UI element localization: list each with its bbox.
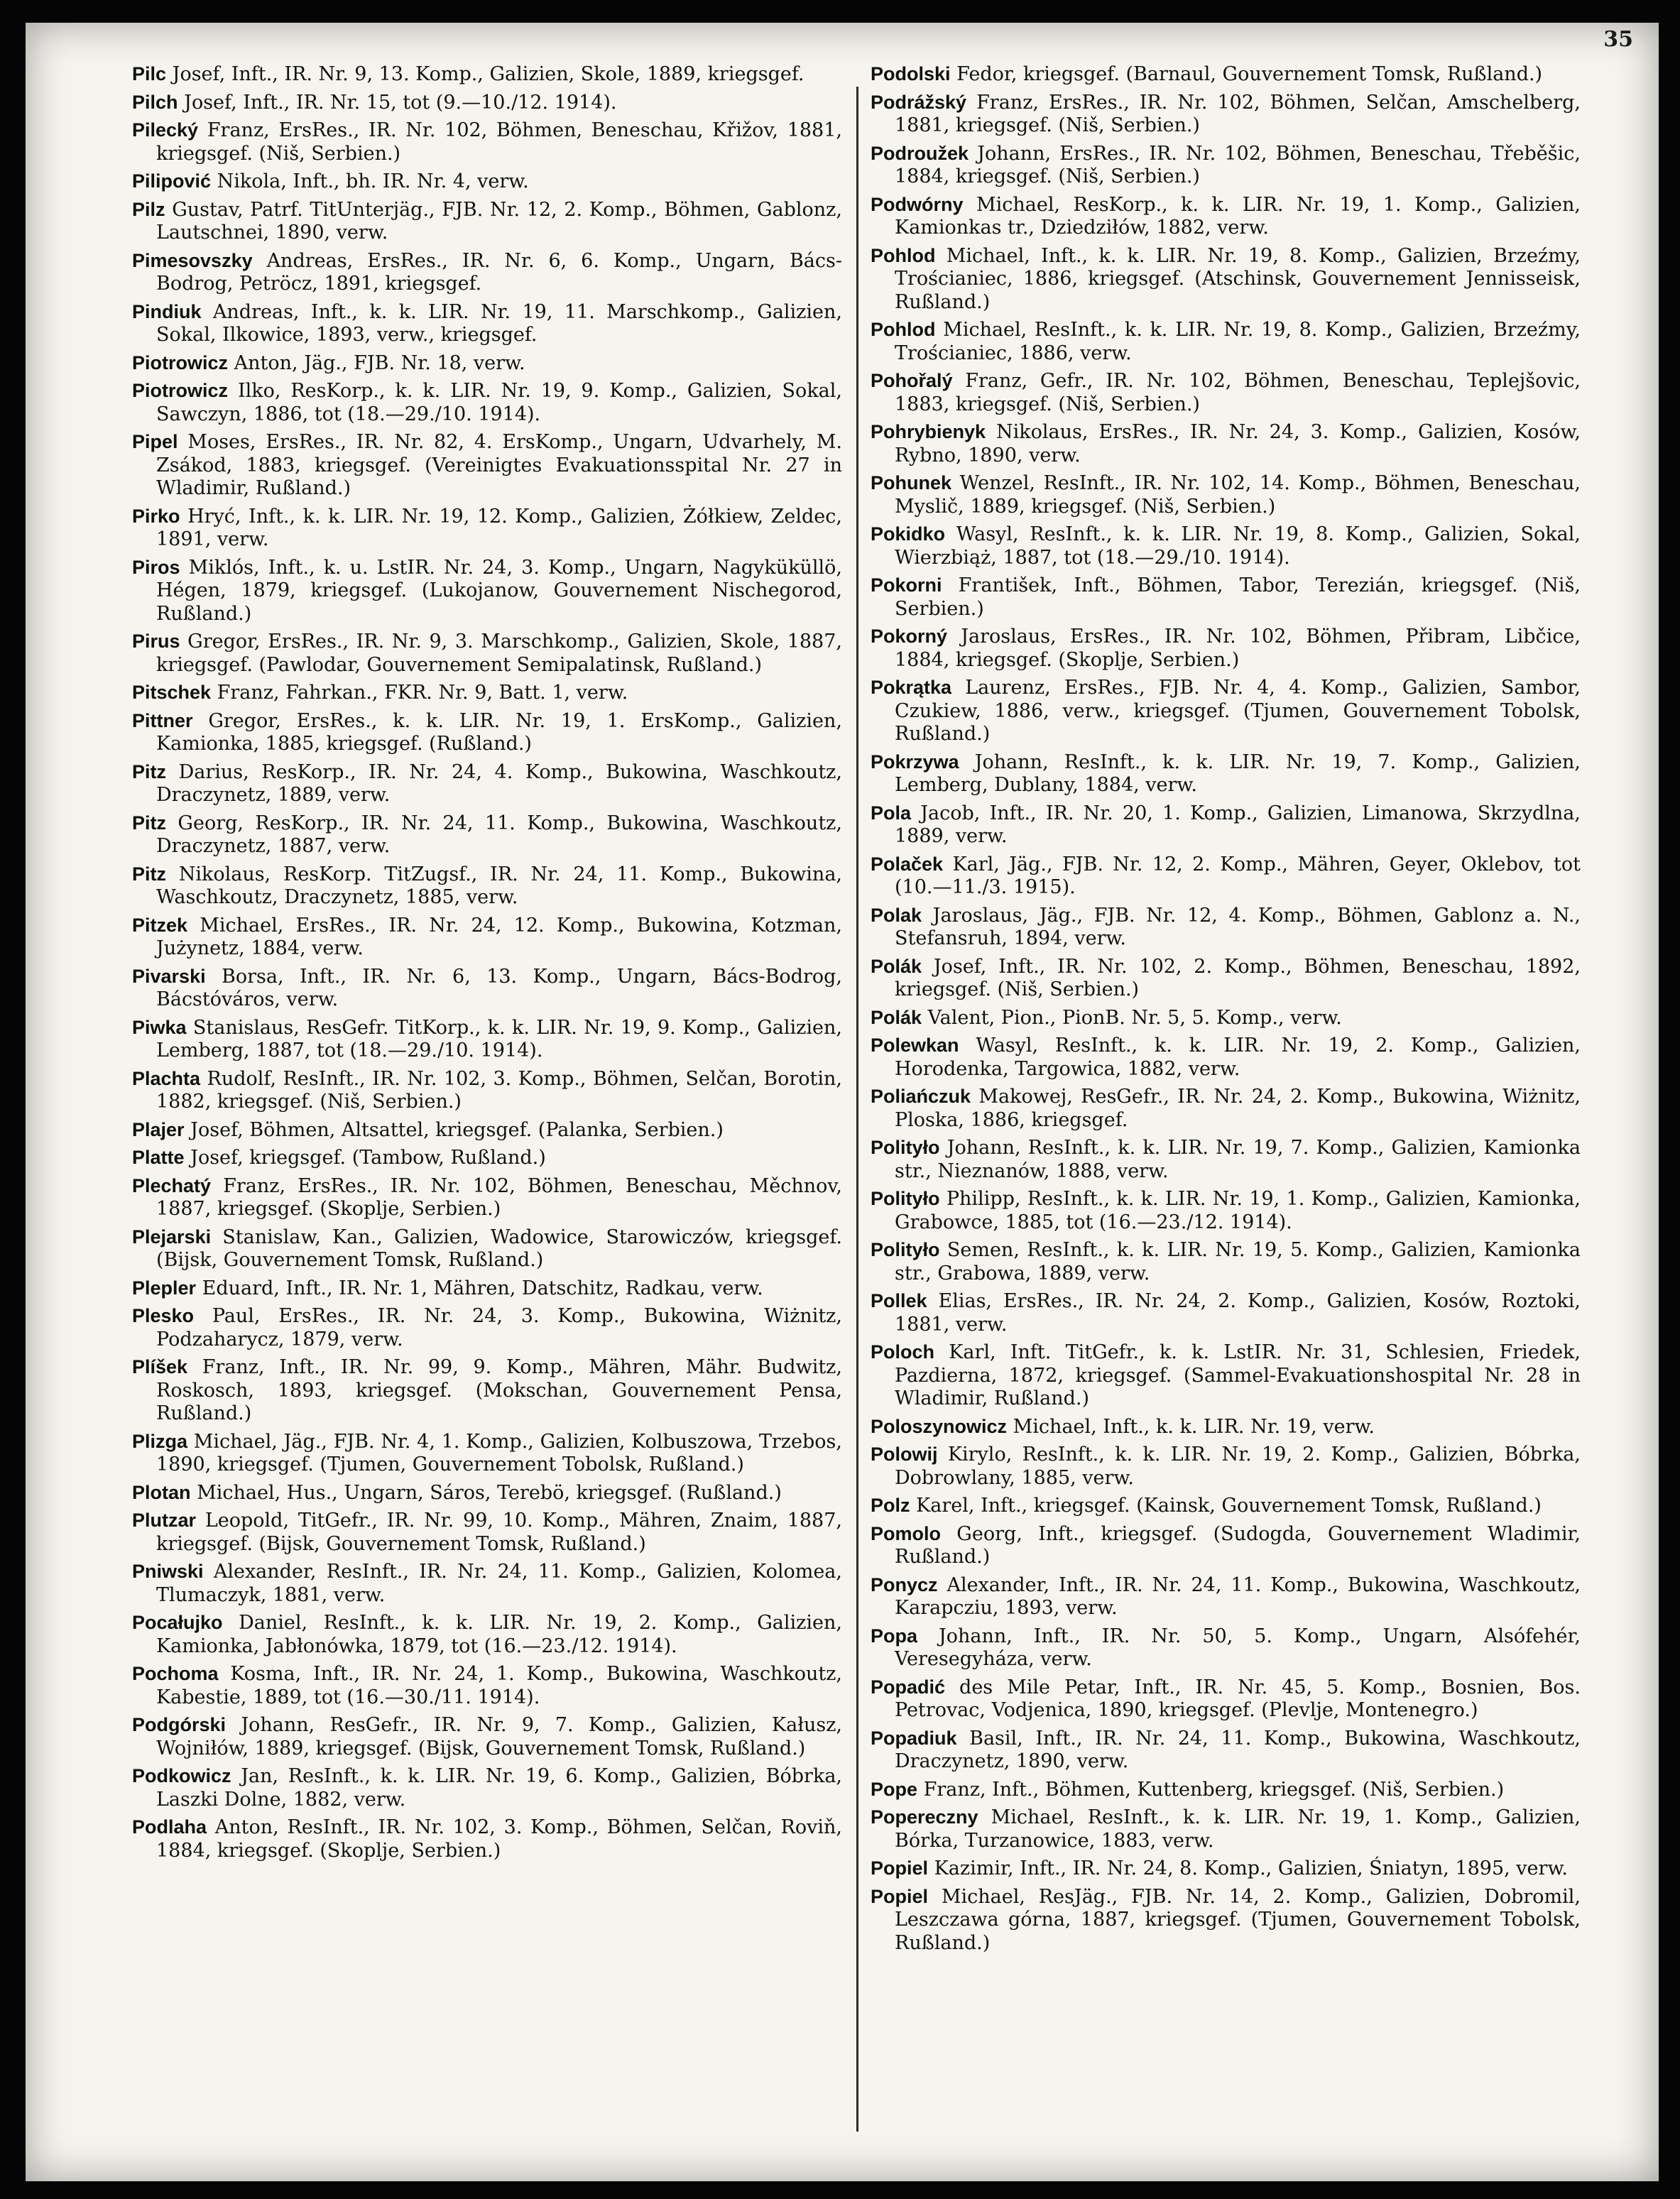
entry-surname: Pocałujko (132, 1612, 223, 1633)
entry-surname: Pohořalý (871, 370, 953, 391)
entry-surname: Plejarski (132, 1226, 212, 1248)
register-entry (871, 751, 1581, 797)
entry-details: Michael, Hus., Ungarn, Sáros, Terebö, kriegsgef. (Rußland.) (197, 1481, 782, 1504)
register-entry (871, 62, 1581, 87)
register-entry (132, 914, 842, 961)
register-entry (132, 1016, 842, 1063)
entry-details: Miklós, Inft., k. u. LstIR. Nr. 24, 3. Komp., Ungarn, Nagyküküllö, Hégen, 1879, kriegsgef. (Lukojanow, Gouvernement Nischegorod, Rußland.) (156, 556, 842, 625)
entry-details: Eduard, Inft., IR. Nr. 1, Mähren, Datschitz, Radkau, verw. (202, 1277, 763, 1299)
entry-surname: Pitz (132, 863, 167, 885)
entry-surname: Pilz (132, 198, 165, 220)
entry-surname: Pirko (132, 505, 180, 527)
right-column (871, 62, 1581, 2156)
entry-details: Michael, ResInft., k. k. LIR. Nr. 19, 1. Komp., Galizien, Bórka, Turzanowice, 1883, verw. (895, 1806, 1581, 1852)
entry-details: Michael, ResInft., k. k. LIR. Nr. 19, 8. Komp., Galizien, Brzeźmy, Trościaniec, 1886, verw. (895, 319, 1581, 364)
register-entry (871, 574, 1581, 621)
entry-surname: Pilecký (132, 119, 199, 141)
entry-surname: Pimesovszky (132, 249, 253, 271)
entry-surname: Pomolo (871, 1522, 941, 1544)
register-entry (871, 1494, 1581, 1518)
entry-surname: Pohrybienyk (871, 421, 986, 442)
register-entry (132, 556, 842, 626)
register-entry (871, 1006, 1581, 1030)
entry-details: Karel, Inft., kriegsgef. (Kainsk, Gouvernement Tomsk, Rußland.) (916, 1495, 1542, 1517)
entry-surname: Pilc (132, 63, 167, 84)
entry-surname: Polewkan (871, 1035, 959, 1056)
entry-surname: Podwórny (871, 193, 964, 215)
register-entry (132, 760, 842, 807)
register-entry (871, 318, 1581, 365)
entry-surname: Pokorni (871, 574, 942, 596)
entry-surname: Pohlod (871, 319, 936, 340)
register-entry (132, 1662, 842, 1709)
page-number: 35 (1603, 27, 1633, 52)
entry-details: Jaroslaus, Jäg., FJB. Nr. 12, 4. Komp., Böhmen, Gablonz a. N., Stefansruh, 1894, verw. (895, 904, 1581, 949)
entry-surname: Pokorný (871, 626, 948, 647)
register-entry (871, 1238, 1581, 1285)
entry-surname: Popiel (871, 1857, 929, 1879)
entry-details: Leopold, TitGefr., IR. Nr. 99, 10. Komp., Mähren, Znaim, 1887, kriegsgef. (Bijsk, Gouvernement Tomsk, Rußland.) (156, 1510, 842, 1555)
entry-surname: Piotrowicz (132, 380, 229, 401)
entry-details: Anton, Jäg., FJB. Nr. 18, verw. (234, 351, 525, 374)
register-entry (132, 863, 842, 910)
register-entry (132, 430, 842, 501)
entry-details: Michael, Inft., k. k. LIR. Nr. 19, verw. (1013, 1415, 1375, 1438)
entry-details: Andreas, Inft., k. k. LIR. Nr. 19, 11. Marschkomp., Galizien, Sokal, Ilkowice, 1893, verw., kriegsgef. (156, 300, 842, 346)
entry-surname: Pirus (132, 631, 180, 652)
entry-details: Michael, ResJäg., FJB. Nr. 14, 2. Komp., Galizien, Dobromil, Leszczawa górna, 1887, kriegsgef. (Tjumen, Gouvernement Tobolsk, Rußland.) (895, 1885, 1581, 1954)
entry-details: Moses, ErsRes., IR. Nr. 82, 4. ErsKomp., Ungarn, Udvarhely, M. Zsákod, 1883, kriegsgef. (Vereinigtes Evakuationsspital Nr. 27 in Wladimir, Rußland.) (156, 431, 842, 499)
entry-details: des Mile Petar, Inft., IR. Nr. 45, 5. Komp., Bosnien, Bos. Petrovac, Vodjenica, 1890, kriegsgef. (Plevlje, Montenegro.) (895, 1676, 1581, 1721)
entry-surname: Polityło (871, 1239, 940, 1260)
entry-details: Andreas, ErsRes., IR. Nr. 6, 6. Komp., Ungarn, Bács-Bodrog, Petröcz, 1891, kriegsgef. (156, 249, 842, 295)
register-entry (871, 1727, 1581, 1774)
entry-details: Josef, Inft., IR. Nr. 15, tot (9.—10./12. 1914). (184, 91, 617, 114)
register-entry (132, 351, 842, 376)
entry-surname: Pokidko (871, 523, 946, 545)
entry-surname: Ponycz (871, 1573, 938, 1595)
entry-surname: Plachta (132, 1067, 201, 1089)
register-entry (132, 198, 842, 245)
entry-details: Nikola, Inft., bh. IR. Nr. 4, verw. (217, 170, 529, 192)
entry-details: Jacob, Inft., IR. Nr. 20, 1. Komp., Galizien, Limanowa, Skrzydlna, 1889, verw. (895, 802, 1581, 847)
entry-surname: Piros (132, 556, 180, 578)
register-entry (871, 1085, 1581, 1132)
register-entry (132, 119, 842, 165)
entry-details: Michael, Inft., k. k. LIR. Nr. 19, 8. Komp., Galizien, Brzeźmy, Trościaniec, 1886, kriegsgef. (Atschinsk, Gouvernement Jennisseisk, Rußland.) (895, 244, 1581, 313)
entry-surname: Poloch (871, 1341, 935, 1363)
register-entry (871, 1341, 1581, 1411)
register-entry (132, 1174, 842, 1221)
entry-surname: Pitz (132, 760, 167, 782)
register-entry (871, 1573, 1581, 1620)
register-entry (132, 1304, 842, 1351)
entry-details: Gregor, ErsRes., k. k. LIR. Nr. 19, 1. ErsKomp., Galizien, Kamionka, 1885, kriegsgef. (Rußland.) (156, 709, 842, 755)
entry-surname: Pittner (132, 709, 193, 731)
entry-surname: Pitz (132, 812, 167, 834)
entry-surname: Popadić (871, 1676, 946, 1698)
entry-details: Ilko, ResKorp., k. k. LIR. Nr. 19, 9. Komp., Galizien, Sokal, Sawczyn, 1886, tot (18.—29./10. 1914). (156, 380, 842, 425)
entry-surname: Polaček (871, 853, 944, 875)
entry-details: Elias, ErsRes., IR. Nr. 24, 2. Komp., Galizien, Kosów, Roztoki, 1881, verw. (895, 1290, 1581, 1336)
entry-surname: Plajer (132, 1118, 185, 1140)
entry-surname: Popadiuk (871, 1727, 957, 1749)
entry-surname: Pitzek (132, 914, 188, 936)
entry-details: Gregor, ErsRes., IR. Nr. 9, 3. Marschkomp., Galizien, Skole, 1887, kriegsgef. (Pawlodar, Gouvernement Semipalatinsk, Rußland.) (156, 631, 842, 676)
register-entry (871, 471, 1581, 518)
entry-surname: Pipel (132, 431, 178, 452)
register-entry (132, 1355, 842, 1426)
entry-details: Alexander, Inft., IR. Nr. 24, 11. Komp., Bukowina, Waschkoutz, Karapcziu, 1893, verw. (895, 1573, 1581, 1619)
entry-details: Franz, Inft., Böhmen, Kuttenberg, kriegsgef. (Niš, Serbien.) (923, 1778, 1505, 1801)
entry-details: Franz, ErsRes., IR. Nr. 102, Böhmen, Beneschau, Křižov, 1881, kriegsgef. (Niš, Serbien.) (156, 119, 842, 165)
entry-surname: Plepler (132, 1277, 197, 1299)
register-entry (871, 625, 1581, 672)
entry-details: Wenzel, ResInft., IR. Nr. 102, 14. Komp., Böhmen, Beneschau, Myslič, 1889, kriegsgef. (Niš, Serbien.) (895, 472, 1581, 518)
register-entry (871, 1034, 1581, 1081)
entry-details: Hryć, Inft., k. k. LIR. Nr. 19, 12. Komp., Galizien, Żółkiew, Zeldec, 1891, verw. (156, 505, 842, 550)
entry-surname: Popereczny (871, 1806, 978, 1828)
entry-details: Basil, Inft., IR. Nr. 24, 11. Komp., Bukowina, Waschkoutz, Draczynetz, 1890, verw. (895, 1727, 1581, 1772)
entry-details: Josef, Inft., IR. Nr. 102, 2. Komp., Böhmen, Beneschau, 1892, kriegsgef. (Niš, Serbien.) (895, 955, 1581, 1000)
entry-details: Franz, Fahrkan., FKR. Nr. 9, Batt. 1, verw. (217, 682, 628, 704)
entry-details: Josef, Inft., IR. Nr. 9, 13. Komp., Galizien, Skole, 1889, kriegsgef. (172, 63, 804, 85)
register-entry (871, 1857, 1581, 1881)
entry-details: Franz, ErsRes., IR. Nr. 102, Böhmen, Selčan, Amschelberg, 1881, kriegsgef. (Niš, Serbien.) (895, 91, 1581, 136)
entry-surname: Plotan (132, 1481, 191, 1503)
entry-details: Fedor, kriegsgef. (Barnaul, Gouvernement Tomsk, Rußland.) (956, 63, 1543, 85)
entry-details: Johann, ResInft., k. k. LIR. Nr. 19, 7. Komp., Galizien, Lemberg, Dublany, 1884, verw. (895, 751, 1581, 796)
register-entry (871, 1676, 1581, 1723)
entry-details: Nikolaus, ResKorp. TitZugsf., IR. Nr. 24, 11. Komp., Bukowina, Waschkoutz, Draczynetz, 1885, verw. (156, 863, 842, 908)
register-entry (871, 955, 1581, 1002)
entry-details: Johann, Inft., IR. Nr. 50, 5. Komp., Ungarn, Alsófehér, Veresegyháza, verw. (895, 1625, 1581, 1670)
register-entry (871, 1806, 1581, 1852)
register-entry (871, 802, 1581, 849)
entry-details: Laurenz, ErsRes., FJB. Nr. 4, 4. Komp., Galizien, Sambor, Czukiew, 1886, verw., kriegsgef. (Tjumen, Gouvernement Tobolsk, Rußland.) (895, 677, 1581, 745)
entry-details: Stanislaus, ResGefr. TitKorp., k. k. LIR. Nr. 19, 9. Komp., Galizien, Lemberg, 1887, tot (18.—29./10. 1914). (156, 1016, 842, 1062)
entry-details: Michael, Jäg., FJB. Nr. 4, 1. Komp., Galizien, Kolbuszowa, Trzebos, 1890, kriegsgef. (Tjumen, Gouvernement Tobolsk, Rußland.) (156, 1430, 842, 1475)
entry-details: Michael, ErsRes., IR. Nr. 24, 12. Komp., Bukowina, Kotzman, Jużynetz, 1884, verw. (156, 914, 842, 959)
entry-details: Paul, ErsRes., IR. Nr. 24, 3. Komp., Bukowina, Wiżnitz, Podzaharycz, 1879, verw. (156, 1305, 842, 1350)
register-entry (132, 812, 842, 858)
register-entry (132, 1611, 842, 1658)
entry-details: Stanislaw, Kan., Galizien, Wadowice, Starowiczów, kriegsgef. (Bijsk, Gouvernement Tomsk, Rußland.) (156, 1226, 842, 1271)
register-entry (871, 244, 1581, 315)
register-entry (132, 1067, 842, 1114)
entry-surname: Polák (871, 1006, 922, 1028)
entry-surname: Pokrzywa (871, 751, 959, 773)
register-entry (132, 965, 842, 1012)
entry-surname: Popiel (871, 1885, 929, 1907)
entry-details: Johann, ErsRes., IR. Nr. 102, Böhmen, Beneschau, Třeběšic, 1884, kriegsgef. (Niš, Serbien.) (895, 142, 1581, 187)
register-entry (132, 1816, 842, 1862)
register-entry (871, 142, 1581, 189)
register-entry (132, 1146, 842, 1170)
entry-details: Kirylo, ResInft., k. k. LIR. Nr. 19, 2. Komp., Galizien, Bóbrka, Dobrowlany, 1885, verw. (895, 1444, 1581, 1489)
entry-details: Wasyl, ResInft., k. k. LIR. Nr. 19, 8. Komp., Galizien, Sokal, Wierzbiąż, 1887, tot (18.—29./10. 1914). (895, 523, 1581, 569)
entry-details: Borsa, Inft., IR. Nr. 6, 13. Komp., Ungarn, Bács-Bodrog, Bácstóváros, verw. (156, 965, 842, 1010)
entry-surname: Polák (871, 955, 922, 977)
entry-details: Nikolaus, ErsRes., IR. Nr. 24, 3. Komp., Galizien, Kosów, Rybno, 1890, verw. (895, 421, 1581, 466)
register-entry (871, 1187, 1581, 1234)
entry-details: Semen, ResInft., k. k. LIR. Nr. 19, 5. Komp., Galizien, Kamionka str., Grabowa, 1889, verw. (895, 1239, 1581, 1284)
document-page (26, 23, 1659, 2181)
register-entry (871, 676, 1581, 746)
entry-surname: Plesko (132, 1305, 195, 1326)
register-entry (132, 1118, 842, 1142)
register-entry (132, 91, 842, 115)
entry-details: Kosma, Inft., IR. Nr. 24, 1. Komp., Bukowina, Waschkoutz, Kabestie, 1889, tot (16.—30./11. 1914). (156, 1663, 842, 1708)
entry-details: Michael, ResKorp., k. k. LIR. Nr. 19, 1. Komp., Galizien, Kamionkas tr., Dziedziłów, 1882, verw. (895, 193, 1581, 239)
entry-surname: Polz (871, 1495, 910, 1516)
left-column (132, 62, 842, 2156)
entry-details: Georg, Inft., kriegsgef. (Sudogda, Gouvernement Wladimir, Rußland.) (895, 1522, 1581, 1568)
entry-details: Makowej, ResGefr., IR. Nr. 24, 2. Komp., Bukowina, Wiżnitz, Ploska, 1886, kriegsgef. (895, 1086, 1581, 1131)
entry-surname: Pindiuk (132, 300, 202, 322)
entry-surname: Podroužek (871, 142, 969, 164)
entry-details: Kazimir, Inft., IR. Nr. 24, 8. Komp., Galizien, Śniatyn, 1895, verw. (934, 1857, 1568, 1879)
register-entry (132, 170, 842, 194)
register-entry (871, 369, 1581, 416)
entry-surname: Pitschek (132, 682, 212, 703)
register-entry (871, 193, 1581, 240)
register-entry (132, 1481, 842, 1505)
entry-details: Philipp, ResInft., k. k. LIR. Nr. 19, 1. Komp., Galizien, Kamionka, Grabowce, 1885, tot (16.—23./12. 1914). (895, 1188, 1581, 1233)
entry-surname: Pola (871, 802, 912, 824)
entry-details: Franz, Inft., IR. Nr. 99, 9. Komp., Mähren, Mähr. Budwitz, Roskosch, 1893, kriegsgef. (Mokschan, Gouvernement Pensa, Rußland.) (156, 1356, 842, 1424)
entry-surname: Polityło (871, 1188, 940, 1209)
register-entry (132, 681, 842, 705)
entry-surname: Platte (132, 1147, 185, 1168)
entry-surname: Plíšek (132, 1356, 188, 1377)
register-entry (871, 523, 1581, 569)
register-entry (871, 1136, 1581, 1183)
entry-surname: Plizga (132, 1430, 188, 1452)
entry-details: Georg, ResKorp., IR. Nr. 24, 11. Komp., Bukowina, Waschkoutz, Draczynetz, 1887, verw. (156, 812, 842, 857)
entry-details: Josef, Böhmen, Altsattel, kriegsgef. (Palanka, Serbien.) (190, 1118, 724, 1141)
entry-surname: Piotrowicz (132, 351, 229, 373)
entry-surname: Podlaha (132, 1816, 207, 1838)
register-entry (871, 1885, 1581, 1955)
register-entry (132, 1277, 842, 1301)
entry-surname: Plutzar (132, 1510, 197, 1531)
register-entry (871, 853, 1581, 900)
register-entry (132, 1226, 842, 1272)
entry-details: František, Inft., Böhmen, Tabor, Terezián, kriegsgef. (Niš, Serbien.) (895, 574, 1581, 620)
entry-details: Valent, Pion., PionB. Nr. 5, 5. Komp., verw. (927, 1006, 1342, 1029)
entry-surname: Pope (871, 1778, 918, 1800)
entry-details: Franz, Gefr., IR. Nr. 102, Böhmen, Beneschau, Teplejšovic, 1883, kriegsgef. (Niš, Serbien.) (895, 370, 1581, 415)
register-entry (132, 1509, 842, 1556)
entry-details: Josef, kriegsgef. (Tambow, Rußland.) (190, 1147, 546, 1169)
register-entry (132, 630, 842, 677)
register-entry (871, 91, 1581, 138)
register-entry (132, 1764, 842, 1811)
entry-surname: Pollek (871, 1290, 927, 1311)
entry-details: Daniel, ResInft., k. k. LIR. Nr. 19, 2. Komp., Galizien, Kamionka, Jabłonówka, 1879, tot (16.—23./12. 1914). (156, 1612, 842, 1657)
register-entry (871, 1415, 1581, 1439)
register-entry (132, 249, 842, 296)
entry-details: Anton, ResInft., IR. Nr. 102, 3. Komp., Böhmen, Selčan, Roviň, 1884, kriegsgef. (Skoplje, Serbien.) (156, 1816, 842, 1862)
entry-surname: Piwka (132, 1016, 187, 1038)
register-entry (132, 62, 842, 87)
entry-details: Karl, Inft. TitGefr., k. k. LstIR. Nr. 31, Schlesien, Friedek, Pazdierna, 1872, kriegsgef. (Sammel-Evakuationshospital Nr. 28 in Wladimir, Rußland.) (895, 1341, 1581, 1409)
column-divider (856, 87, 858, 2132)
entry-details: Johann, ResGefr., IR. Nr. 9, 7. Komp., Galizien, Kałusz, Wojniłów, 1889, kriegsgef. (Bijsk, Gouvernement Tomsk, Rußland.) (156, 1714, 842, 1759)
entry-surname: Podgórski (132, 1714, 227, 1735)
register-entry (871, 420, 1581, 467)
entry-surname: Poloszynowicz (871, 1415, 1008, 1437)
entry-details: Gustav, Patrf. TitUnterjäg., FJB. Nr. 12, 2. Komp., Böhmen, Gablonz, Lautschnei, 1890, verw. (156, 198, 842, 244)
entry-surname: Podkowicz (132, 1765, 231, 1786)
register-entry (132, 1713, 842, 1760)
entry-surname: Popa (871, 1625, 918, 1647)
entry-surname: Plechatý (132, 1174, 212, 1196)
register-entry (132, 505, 842, 552)
entry-surname: Polityło (871, 1137, 940, 1158)
entry-details: Karl, Jäg., FJB. Nr. 12, 2. Komp., Mähren, Geyer, Oklebov, tot (10.—11./3. 1915). (895, 853, 1581, 898)
register-entry (132, 1560, 842, 1607)
register-entry (132, 379, 842, 426)
entry-surname: Polowij (871, 1444, 938, 1465)
entry-surname: Pniwski (132, 1561, 204, 1582)
entry-details: Jan, ResInft., k. k. LIR. Nr. 19, 6. Komp., Galizien, Bóbrka, Laszki Dolne, 1882, verw. (156, 1765, 842, 1811)
entry-surname: Pivarski (132, 965, 206, 987)
register-entry (132, 1430, 842, 1477)
entry-details: Darius, ResKorp., IR. Nr. 24, 4. Komp., Bukowina, Waschkoutz, Draczynetz, 1889, verw. (156, 760, 842, 806)
entry-details: Jaroslaus, ErsRes., IR. Nr. 102, Böhmen, Přibram, Libčice, 1884, kriegsgef. (Skoplje, Serbien.) (895, 626, 1581, 671)
register-entry (871, 1522, 1581, 1569)
entry-surname: Podolski (871, 63, 951, 84)
entry-surname: Polak (871, 904, 922, 926)
entry-surname: Pohlod (871, 244, 936, 266)
register-entry (132, 300, 842, 347)
register-entry (871, 1778, 1581, 1802)
entry-details: Wasyl, ResInft., k. k. LIR. Nr. 19, 2. Komp., Galizien, Horodenka, Targowica, 1882, verw. (895, 1035, 1581, 1080)
entry-surname: Pilipović (132, 170, 212, 192)
entry-surname: Pokrątka (871, 677, 952, 698)
entry-details: Franz, ErsRes., IR. Nr. 102, Böhmen, Beneschau, Měchnov, 1887, kriegsgef. (Skoplje, Serbien.) (156, 1174, 842, 1220)
entry-details: Alexander, ResInft., IR. Nr. 24, 11. Komp., Galizien, Kolomea, Tlumaczyk, 1881, verw. (156, 1561, 842, 1606)
entry-details: Rudolf, ResInft., IR. Nr. 102, 3. Komp., Böhmen, Selčan, Borotin, 1882, kriegsgef. (Niš, Serbien.) (156, 1067, 842, 1113)
entry-surname: Podrážský (871, 91, 967, 113)
entry-surname: Poliańczuk (871, 1086, 971, 1107)
register-entry (871, 1443, 1581, 1490)
register-entry (871, 904, 1581, 951)
register-entry (132, 709, 842, 756)
register-entry (871, 1289, 1581, 1336)
entry-details: Johann, ResInft., k. k. LIR. Nr. 19, 7. Komp., Galizien, Kamionka str., Nieznanów, 1888, verw. (895, 1137, 1581, 1182)
entry-surname: Pochoma (132, 1663, 219, 1684)
entry-surname: Pohunek (871, 472, 952, 493)
register-entry (871, 1625, 1581, 1671)
entry-surname: Pilch (132, 91, 178, 113)
